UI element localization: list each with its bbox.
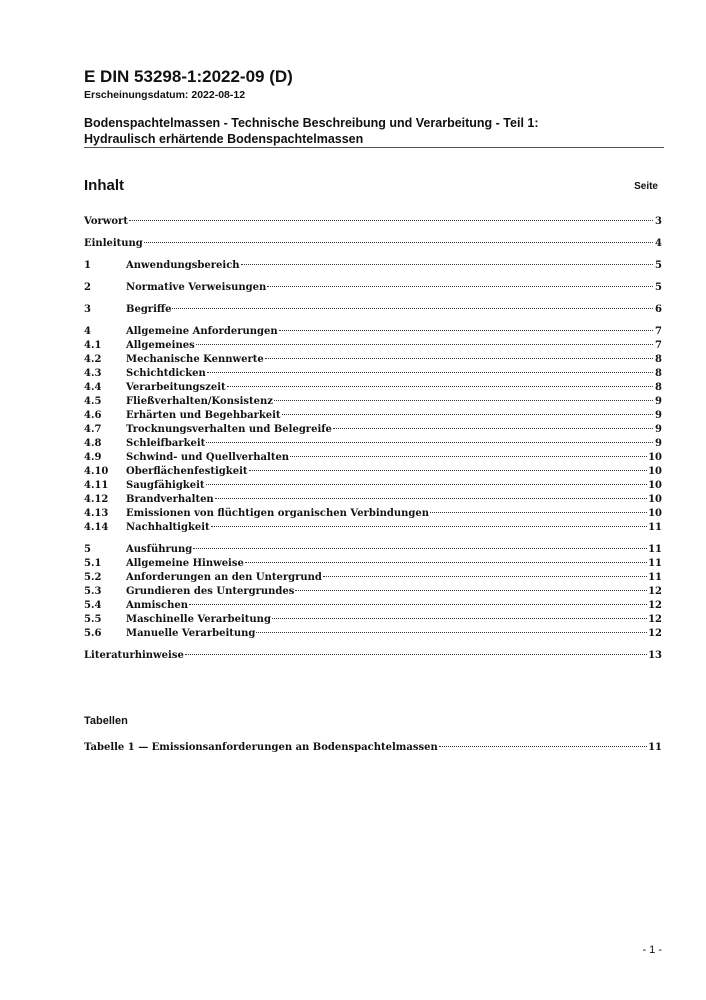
table-of-contents [84,215,662,663]
toc-entry-page: 5 [655,260,662,271]
table-list-leader-dots [439,746,647,747]
toc-entry-number: 1 [84,260,91,271]
toc-entry[interactable] [84,451,662,465]
toc-leader-dots [249,470,648,471]
toc-entry-title: Allgemeine Anforderungen [126,326,278,337]
toc-leader-dots [295,590,647,591]
toc-entry-title: Grundieren des Untergrundes [126,586,295,597]
toc-entry-title: Normative Verweisungen [126,282,267,293]
toc-entry-title: Anwendungsbereich [126,260,240,271]
toc-entry-number: 4.11 [84,480,109,491]
toc-entry-number: 4.6 [84,410,102,421]
toc-entry[interactable] [84,557,662,571]
toc-leader-dots [227,386,653,387]
toc-entry-title: Manuelle Verarbeitung [126,628,256,639]
document-title [84,115,664,147]
toc-entry-page: 8 [655,382,662,393]
toc-entry-page: 10 [648,466,662,477]
toc-entry-page: 10 [648,480,662,491]
toc-entry-page: 8 [655,368,662,379]
toc-entry[interactable] [84,303,662,317]
toc-entry-page: 11 [648,572,662,583]
toc-entry-page: 12 [648,586,662,597]
toc-entry-page: 9 [655,438,662,449]
toc-entry-page: 12 [648,600,662,611]
toc-entry-page: 10 [648,494,662,505]
toc-entry[interactable] [84,215,662,229]
toc-entry[interactable] [84,465,662,479]
toc-entry-title: Trocknungsverhalten und Belegreife [126,424,332,435]
toc-entry[interactable] [84,599,662,613]
toc-entry-page: 10 [648,508,662,519]
toc-entry-number: 4.1 [84,340,102,351]
toc-entry-number: 5.1 [84,558,102,569]
toc-entry[interactable] [84,325,662,339]
toc-leader-dots [279,330,653,331]
toc-entry-title: Literaturhinweise [84,650,184,661]
toc-entry[interactable] [84,507,662,521]
toc-leader-dots [430,512,647,513]
toc-leader-dots [206,442,653,443]
toc-page-column-label: Seite [634,181,658,192]
toc-entry[interactable] [84,585,662,599]
toc-leader-dots [265,358,653,359]
toc-entry[interactable] [84,367,662,381]
toc-entry-number: 4.9 [84,452,102,463]
toc-leader-dots [333,428,653,429]
toc-entry-title: Brandverhalten [126,494,214,505]
toc-entry[interactable] [84,259,662,273]
toc-entry-title: Allgemeines [126,340,195,351]
toc-entry-page: 12 [648,628,662,639]
toc-entry[interactable] [84,521,662,535]
toc-leader-dots [206,484,648,485]
toc-heading: Inhalt [84,177,124,194]
toc-entry-number: 4.4 [84,382,102,393]
toc-entry-title: Mechanische Kennwerte [126,354,264,365]
toc-entry-page: 6 [655,304,662,315]
toc-entry-number: 4.10 [84,466,109,477]
toc-entry-title: Schleifbarkeit [126,438,206,449]
toc-entry-title: Nachhaltigkeit [126,522,210,533]
toc-leader-dots [189,604,647,605]
toc-entry-title: Verarbeitungszeit [126,382,226,393]
toc-entry-number: 4.5 [84,396,102,407]
toc-entry[interactable] [84,237,662,251]
toc-leader-dots [144,242,653,243]
toc-entry-title: Schwind- und Quellverhalten [126,452,290,463]
toc-entry-number: 2 [84,282,91,293]
toc-leader-dots [172,308,653,309]
toc-leader-dots [267,286,653,287]
toc-entry-page: 11 [648,544,662,555]
toc-leader-dots [245,562,647,563]
toc-leader-dots [282,414,653,415]
toc-entry-title: Begriffe [126,304,172,315]
toc-entry-number: 5.3 [84,586,102,597]
document-id: E DIN 53298-1:2022-09 (D) [84,67,293,86]
toc-entry-page: 10 [648,452,662,463]
toc-entry-page: 7 [655,326,662,337]
toc-entry-number: 4.8 [84,438,102,449]
toc-entry[interactable] [84,613,662,627]
toc-entry-number: 4 [84,326,91,337]
publication-date: Erscheinungsdatum: 2022-08-12 [84,89,246,101]
toc-entry-title: Saugfähigkeit [126,480,205,491]
toc-entry[interactable] [84,353,662,367]
toc-entry-number: 4.12 [84,494,109,505]
toc-entry-number: 5.2 [84,572,102,583]
toc-leader-dots [193,548,647,549]
toc-entry-number: 5 [84,544,91,555]
toc-entry-number: 5.4 [84,600,102,611]
table-list-entry[interactable] [84,741,662,755]
toc-entry[interactable] [84,479,662,493]
toc-entry[interactable] [84,649,662,663]
toc-entry-page: 13 [648,650,662,661]
toc-entry-title: Vorwort [84,216,128,227]
toc-leader-dots [256,632,647,633]
toc-leader-dots [241,264,653,265]
toc-entry-page: 3 [655,216,662,227]
toc-leader-dots [196,344,653,345]
toc-leader-dots [323,576,647,577]
toc-entry-title: Oberflächenfestigkeit [126,466,248,477]
toc-entry-title: Anforderungen an den Untergrund [126,572,322,583]
toc-entry-page: 7 [655,340,662,351]
toc-entry-title: Ausführung [126,544,193,555]
toc-entry-page: 4 [655,238,662,249]
toc-entry-number: 4.7 [84,424,102,435]
toc-entry-number: 4.3 [84,368,102,379]
toc-entry[interactable] [84,281,662,295]
toc-leader-dots [185,654,647,655]
toc-leader-dots [129,220,653,221]
toc-entry-page: 9 [655,396,662,407]
toc-entry-page: 11 [648,558,662,569]
toc-entry-number: 5.6 [84,628,102,639]
toc-entry[interactable] [84,423,662,437]
toc-entry[interactable] [84,493,662,507]
toc-entry[interactable] [84,437,662,451]
toc-entry-page: 12 [648,614,662,625]
document-title-line-1: Bodenspachtelmassen - Technische Beschreibung und Verarbeitung - Teil 1: [84,116,539,130]
toc-entry-page: 9 [655,410,662,421]
toc-leader-dots [207,372,653,373]
toc-entry-number: 4.13 [84,508,109,519]
toc-entry[interactable] [84,627,662,641]
toc-entry-page: 8 [655,354,662,365]
toc-entry-title: Fließverhalten/Konsistenz [126,396,273,407]
toc-entry-title: Einleitung [84,238,143,249]
toc-entry-number: 3 [84,304,91,315]
title-divider [84,147,664,148]
toc-entry[interactable] [84,409,662,423]
toc-entry[interactable] [84,339,662,353]
toc-leader-dots [211,526,647,527]
tables-heading: Tabellen [84,715,128,727]
toc-entry-page: 5 [655,282,662,293]
toc-entry-number: 4.2 [84,354,102,365]
page-number: - 1 - [642,944,662,956]
toc-entry[interactable] [84,381,662,395]
toc-entry[interactable] [84,395,662,409]
toc-entry-title: Erhärten und Begehbarkeit [126,410,281,421]
toc-entry-page: 9 [655,424,662,435]
toc-entry-number: 5.5 [84,614,102,625]
toc-entry-page: 11 [648,522,662,533]
toc-entry[interactable] [84,543,662,557]
toc-entry-title: Schichtdicken [126,368,206,379]
toc-entry-title: Emissionen von flüchtigen organischen Verbindungen [126,508,430,519]
toc-entry-title: Anmischen [126,600,189,611]
document-title-line-2: Hydraulisch erhärtende Bodenspachtelmassen [84,132,364,146]
toc-leader-dots [272,618,647,619]
toc-leader-dots [274,400,653,401]
table-list-entry-title: Tabelle 1 — Emissionsanforderungen an Bodenspachtelmassen [84,742,438,753]
toc-entry[interactable] [84,571,662,585]
toc-entry-title: Maschinelle Verarbeitung [126,614,271,625]
toc-entry-title: Allgemeine Hinweise [126,558,244,569]
toc-leader-dots [215,498,647,499]
toc-leader-dots [290,456,647,457]
list-of-tables [84,741,662,755]
toc-entry-number: 4.14 [84,522,109,533]
table-list-entry-page: 11 [648,742,662,753]
